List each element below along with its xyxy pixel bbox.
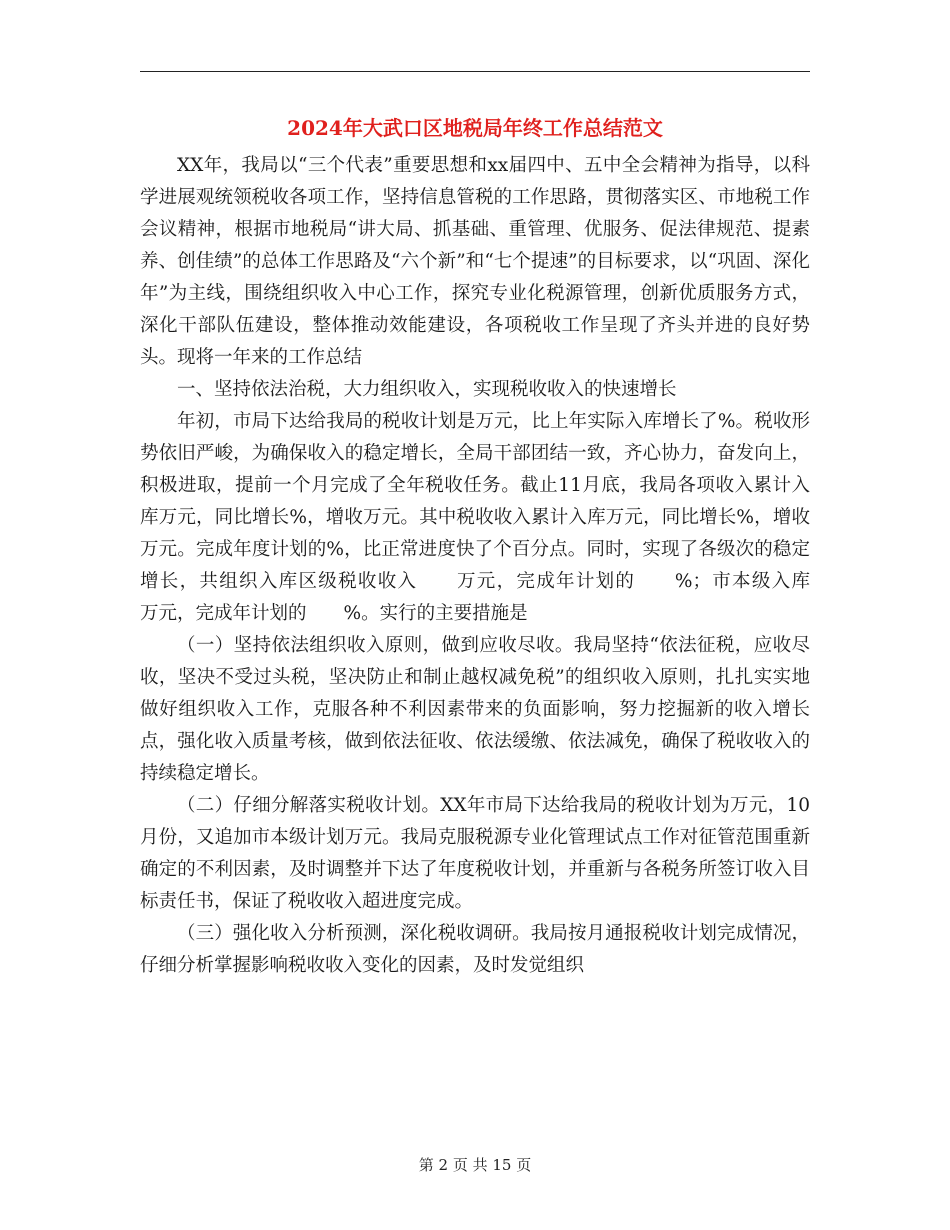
paragraph-revenue: 年初，市局下达给我局的税收计划是万元，比上年实际入库增长了%。税收形势依旧严峻，为确保收入的稳定增长，全局干部团结一致，齐心协力，奋发向上，积极进取，提前一个月完成了全年税收任务。截止11月底，我局各项收入累计入库万元，同比增长%，增收万元。其中税收收入累计入库万元，同比增长%，增收万元。完成年度计划的%，比正常进度快了个百分点。同时，实现了各级次的稳定增长，共组织入库区级税收收入 万元，完成年计划的 %；市本级入库 万元，完成年计划的 %。实行的主要措施是: [140, 411, 848, 624]
section-heading-1: 一、坚持依法治税，大力组织收入，实现税收收入的快速增长: [177, 379, 677, 400]
paragraph-measure-1: （一）坚持依法组织收入原则，做到应收尽收。我局坚持“依法征税，应收尽收，坚决不受过头税，坚决防止和制止越权减免税”的组织收入原则，扎扎实实地做好组织收入工作，克服各种不利因素带来的负面影响，努力挖掘新的收入增长点，强化收入质量考核，做到依法征收、依法缓缴、依法减免，确保了税收收入的持续稳定增长。: [140, 635, 810, 784]
paragraph-intro: XX年，我局以“三个代表”重要思想和xx届四中、五中全会精神为指导，以科学进展观统领税收各项工作，坚持信息管税的工作思路，贯彻落实区、市地税工作会议精神，根据市地税局“讲大局、抓基础、重管理、优服务、促法律规范、提素养、创佳绩”的总体工作思路及“六个新”和“七个提速”的目标要求，以“巩固、深化年”为主线，围绕组织收入中心工作，探究专业化税源管理，创新优质服务方式，深化干部队伍建设，整体推动效能建设，各项税收工作呈现了齐头并进的良好势头。现将一年来的工作总结: [140, 155, 810, 368]
page-number: 第 2 页 共 15 页: [418, 1156, 532, 1174]
document-title: 2024年大武口区地税局年终工作总结范文: [287, 116, 663, 140]
paragraph-measure-2: （二）仔细分解落实税收计划。XX年市局下达给我局的税收计划为万元，10月份，又追加市本级计划万元。我局克服税源专业化管理试点工作对征管范围重新确定的不利因素，及时调整并下达了年度税收计划，并重新与各税务所签订收入目标责任书，保证了税收收入超进度完成。: [140, 795, 810, 912]
paragraph-measure-3: （三）强化收入分析预测，深化税收调研。我局按月通报税收计划完成情况，仔细分析掌握影响税收收入变化的因素，及时发觉组织: [140, 923, 810, 976]
document-body: [140, 150, 848, 982]
header-rule: [140, 71, 810, 72]
